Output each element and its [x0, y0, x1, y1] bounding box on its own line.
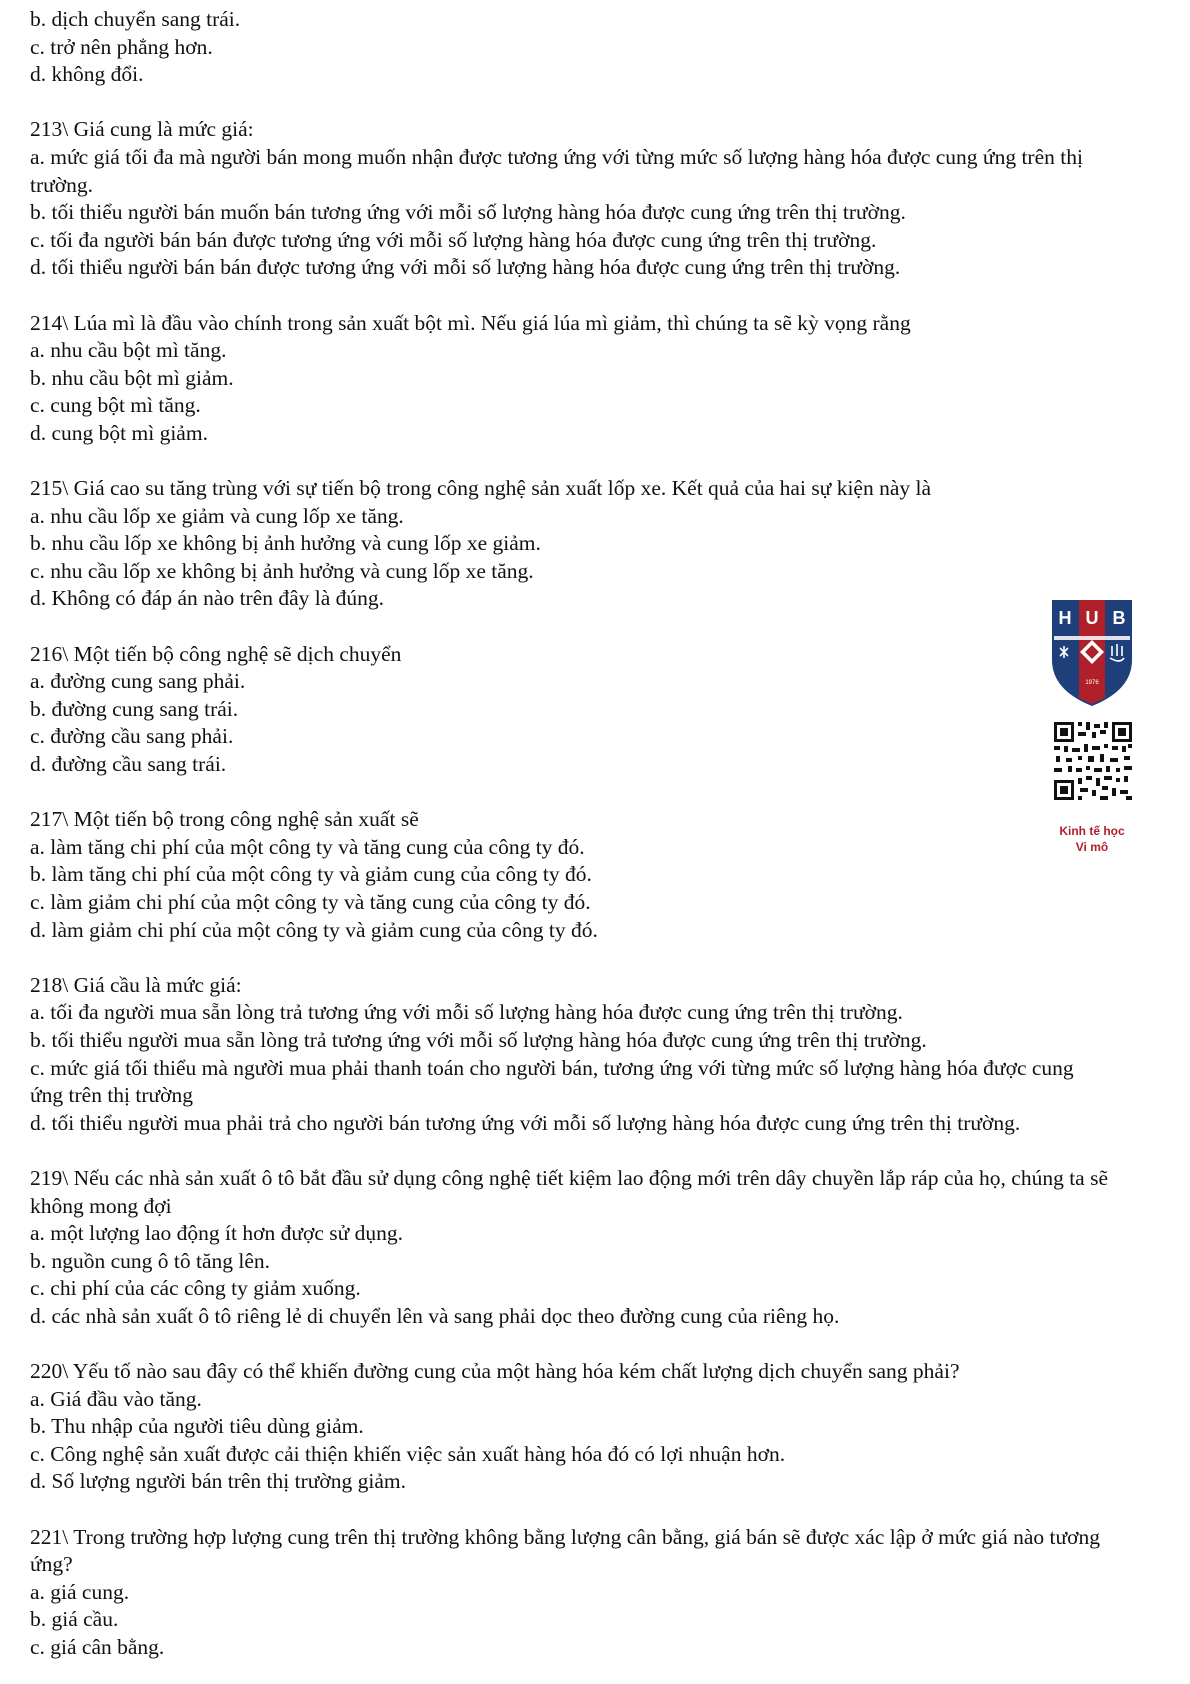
option-a: a. mức giá tối đa mà người bán mong muốn nhận được tương ứng với từng mức số lượng hàng hóa được cung ứng trên thị trường.	[30, 144, 1083, 197]
question-stem: 214\ Lúa mì là đầu vào chính trong sản xuất bột mì. Nếu giá lúa mì giảm, thì chúng ta sẽ kỳ vọng rằng	[30, 310, 911, 335]
logo-year: 1976	[1085, 680, 1099, 686]
question-214	[30, 310, 1170, 448]
option-a: a. đường cung sang phải.	[30, 669, 246, 694]
question-stem: 215\ Giá cao su tăng trùng với sự tiến bộ trong công nghệ sản xuất lốp xe. Kết quả của hai sự kiện này là	[30, 476, 932, 501]
option-c: c. chi phí của các công ty giảm xuống.	[30, 1276, 361, 1301]
question-218	[30, 972, 1170, 1138]
option-b: b. làm tăng chi phí của một công ty và giảm cung của công ty đó.	[30, 862, 592, 887]
hub-caption	[1038, 823, 1146, 855]
option-d: d. Số lượng người bán trên thị trường giảm.	[30, 1469, 407, 1494]
option-d: d. tối thiểu người mua phải trả cho người bán tương ứng với mỗi số lượng hàng hóa được cung ứng trên thị trường.	[30, 1110, 1021, 1135]
option-c: c. tối đa người bán bán được tương ứng với mỗi số lượng hàng hóa được cung ứng trên thị trường.	[30, 227, 877, 252]
question-stem: 220\ Yếu tố nào sau đây có thể khiến đường cung của một hàng hóa kém chất lượng dịch chuyển sang phải?	[30, 1359, 960, 1384]
option-a: a. giá cung.	[30, 1579, 130, 1604]
option-d: d. không đổi.	[30, 62, 144, 87]
option-b: b. tối thiểu người mua sẵn lòng trả tương ứng với mỗi số lượng hàng hóa được cung ứng trên thị trường.	[30, 1027, 927, 1052]
caption-subtitle: Vi mô	[1075, 840, 1109, 854]
option-d: d. các nhà sản xuất ô tô riêng lẻ di chuyển lên và sang phải dọc theo đường cung của riêng họ.	[30, 1303, 840, 1328]
option-b: b. giá cầu.	[30, 1607, 119, 1632]
question-stem: 213\ Giá cung là mức giá:	[30, 117, 254, 142]
option-c: c. giá cân bằng.	[30, 1635, 165, 1660]
option-b: b. nhu cầu bột mì giảm.	[30, 365, 234, 390]
option-a: a. nhu cầu lốp xe giảm và cung lốp xe tăng.	[30, 503, 404, 528]
question-216	[30, 641, 1170, 779]
option-b: b. Thu nhập của người tiêu dùng giảm.	[30, 1414, 364, 1439]
document-page	[30, 6, 1170, 1662]
option-c: c. mức giá tối thiểu mà người mua phải thanh toán cho người bán, tương ứng với từng mức số lượng hàng hóa được cung ứng trên thị trường	[30, 1055, 1074, 1108]
hub-logo	[1048, 594, 1136, 812]
question-stem: 221\ Trong trường hợp lượng cung trên thị trường không bằng lượng cân bằng, giá bán sẽ được xác lập ở mức giá nào tương ứng?	[30, 1524, 1100, 1577]
option-c: c. đường cầu sang phải.	[30, 724, 234, 749]
option-c: c. trở nên phẳng hơn.	[30, 34, 213, 59]
lead-options	[30, 6, 1170, 89]
option-d: d. đường cầu sang trái.	[30, 752, 227, 777]
question-219	[30, 1165, 1170, 1331]
question-215	[30, 475, 1170, 613]
question-221	[30, 1524, 1170, 1662]
option-a: a. Giá đầu vào tăng.	[30, 1386, 202, 1411]
logo-letter-u: U	[1085, 608, 1099, 628]
logo-letter-b: B	[1112, 608, 1126, 628]
option-c: c. Công nghệ sản xuất được cải thiện khiến việc sản xuất hàng hóa đó có lợi nhuận hơn.	[30, 1441, 786, 1466]
option-a: a. tối đa người mua sẵn lòng trả tương ứng với mỗi số lượng hàng hóa được cung ứng trên thị trường.	[30, 1000, 903, 1025]
question-217	[30, 806, 1170, 944]
hub-shield-icon	[1048, 594, 1136, 812]
option-b: b. nhu cầu lốp xe không bị ảnh hưởng và cung lốp xe giảm.	[30, 531, 541, 556]
option-a: a. làm tăng chi phí của một công ty và tăng cung của công ty đó.	[30, 834, 585, 859]
question-213	[30, 116, 1170, 282]
option-d: d. làm giảm chi phí của một công ty và giảm cung của công ty đó.	[30, 917, 598, 942]
option-b: b. tối thiểu người bán muốn bán tương ứng với mỗi số lượng hàng hóa được cung ứng trên thị trường.	[30, 200, 906, 225]
question-stem: 217\ Một tiến bộ trong công nghệ sản xuất sẽ	[30, 807, 419, 832]
option-b: b. đường cung sang trái.	[30, 696, 239, 721]
option-c: c. làm giảm chi phí của một công ty và tăng cung của công ty đó.	[30, 890, 591, 914]
question-stem: 216\ Một tiến bộ công nghệ sẽ dịch chuyển	[30, 641, 402, 666]
option-d: d. Không có đáp án nào trên đây là đúng.	[30, 586, 385, 611]
qr-code-icon	[1052, 720, 1134, 802]
option-c: c. cung bột mì tăng.	[30, 393, 201, 418]
logo-letter-h: H	[1058, 608, 1072, 628]
option-d: d. cung bột mì giảm.	[30, 420, 208, 445]
option-a: a. nhu cầu bột mì tăng.	[30, 338, 227, 363]
option-a: a. một lượng lao động ít hơn được sử dụng.	[30, 1221, 404, 1246]
option-d: d. tối thiểu người bán bán được tương ứng với mỗi số lượng hàng hóa được cung ứng trên thị trường.	[30, 255, 901, 280]
option-c: c. nhu cầu lốp xe không bị ảnh hưởng và cung lốp xe tăng.	[30, 558, 534, 583]
question-220	[30, 1358, 1170, 1496]
caption-subject: Kinh tế học	[1059, 824, 1125, 838]
option-b: b. dịch chuyển sang trái.	[30, 7, 241, 31]
option-b: b. nguồn cung ô tô tăng lên.	[30, 1248, 271, 1273]
question-stem: 218\ Giá cầu là mức giá:	[30, 972, 242, 997]
question-stem: 219\ Nếu các nhà sản xuất ô tô bắt đầu sử dụng công nghệ tiết kiệm lao động mới trên dây chuyền lắp ráp của họ, chúng ta sẽ không mong đợi	[30, 1165, 1109, 1218]
